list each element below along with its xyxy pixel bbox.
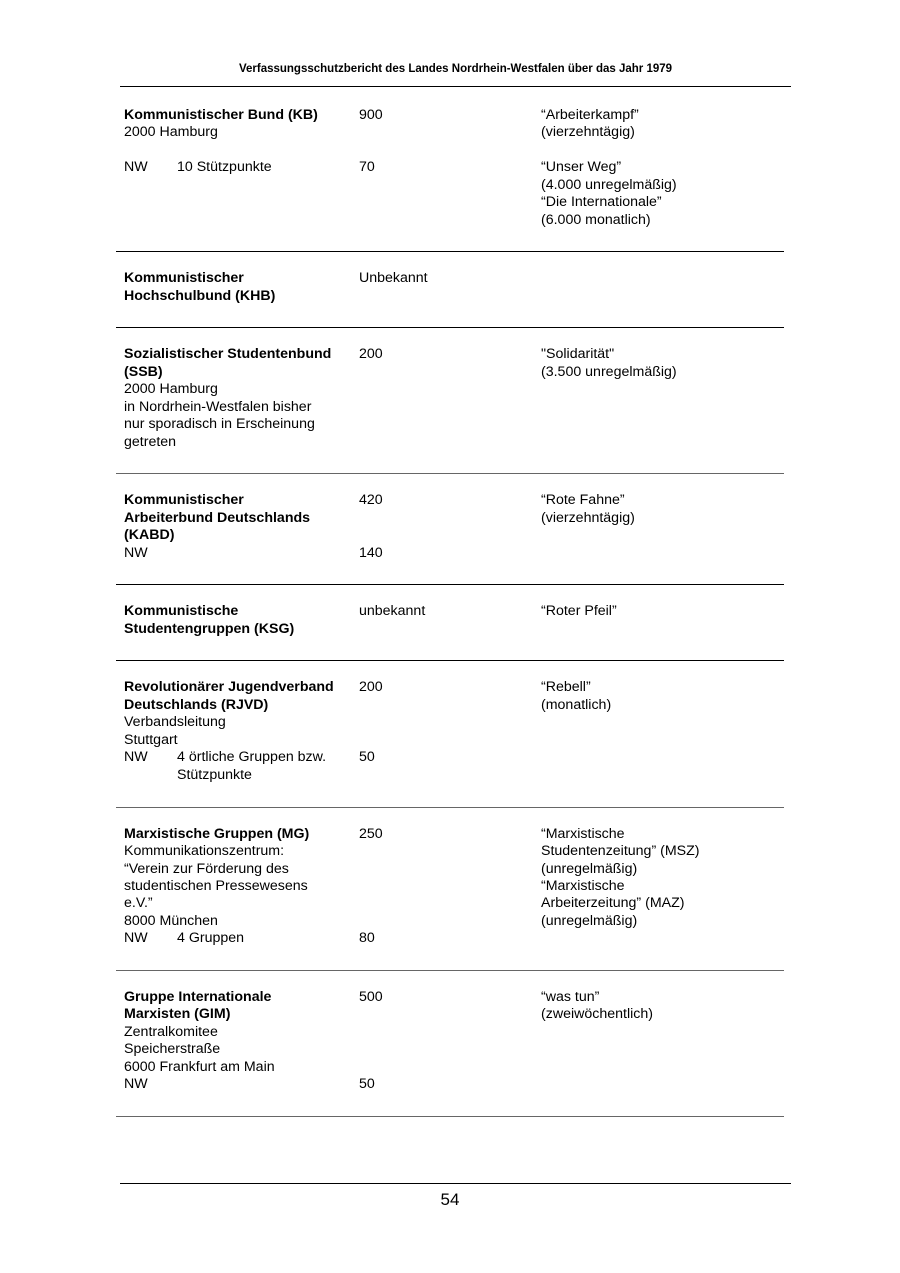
nw-label: NW	[124, 1076, 148, 1092]
publication-line: “Roter Pfeil”	[541, 603, 617, 619]
org-name: Kommunistischer Bund (KB)	[124, 107, 318, 123]
org-name-line: Revolutionärer Jugendverband	[124, 679, 334, 695]
publication-line: "Solidarität"	[541, 346, 615, 362]
org-name-line: Deutschlands (RJVD)	[124, 697, 269, 713]
header-rule	[120, 86, 791, 87]
member-count: 900	[359, 107, 383, 123]
member-count: 500	[359, 989, 383, 1005]
org-detail-line: Zentralkomitee	[124, 1024, 218, 1040]
nw-label: NW	[124, 930, 148, 946]
row-separator	[116, 473, 784, 474]
org-detail-line: Speicherstraße	[124, 1041, 221, 1057]
org-detail-line: 6000 Frankfurt am Main	[124, 1059, 275, 1075]
row-separator	[116, 584, 784, 585]
publication-line: “Arbeiterkampf”	[541, 107, 639, 123]
org-detail-line: Verbandsleitung	[124, 714, 226, 730]
org-detail-line: e.V.”	[124, 895, 153, 911]
publication-line: (monatlich)	[541, 697, 612, 713]
nw-publication-line: (4.000 unregelmäßig)	[541, 177, 677, 193]
nw-member-count: 140	[359, 545, 383, 561]
org-name-line: Marxisten (GIM)	[124, 1006, 231, 1022]
nw-publication-line: “Unser Weg”	[541, 159, 622, 175]
row-separator	[116, 807, 784, 808]
org-location: 2000 Hamburg	[124, 124, 218, 140]
publication-line: (vierzehntägig)	[541, 124, 635, 140]
org-name-line: Sozialistischer Studentenbund	[124, 346, 332, 362]
org-detail-line: 8000 München	[124, 913, 218, 929]
row-separator	[116, 970, 784, 971]
nw-member-count: 80	[359, 930, 375, 946]
nw-label: NW	[124, 749, 148, 765]
publication-line: Studentenzeitung” (MSZ)	[541, 843, 700, 859]
page-number: 54	[440, 1190, 460, 1209]
publication-line: “Marxistische	[541, 878, 625, 894]
nw-detail-line: 4 örtliche Gruppen bzw.	[177, 749, 327, 765]
publication-line: “Rote Fahne”	[541, 492, 625, 508]
nw-member-count: 50	[359, 1076, 375, 1092]
org-name-line: Kommunistische	[124, 603, 239, 619]
page-header: Verfassungsschutzbericht des Landes Nordrhein-Westfalen über das Jahr 1979	[238, 63, 673, 75]
org-name-line: Kommunistischer	[124, 492, 244, 508]
org-name-line: Studentengruppen (KSG)	[124, 621, 295, 637]
member-count: 200	[359, 679, 383, 695]
member-count: 420	[359, 492, 383, 508]
publication-line: (vierzehntägig)	[541, 510, 635, 526]
org-name-line: Gruppe Internationale	[124, 989, 272, 1005]
org-name-line: Hochschulbund (KHB)	[124, 288, 276, 304]
member-count: 250	[359, 826, 383, 842]
org-detail-line: in Nordrhein-Westfalen bisher	[124, 399, 312, 415]
publication-line: (unregelmäßig)	[541, 913, 638, 929]
nw-label: NW	[124, 545, 148, 561]
row-separator	[116, 660, 784, 661]
nw-detail-line: Stützpunkte	[177, 767, 252, 783]
nw-label: NW	[124, 159, 148, 175]
org-detail-line: 2000 Hamburg	[124, 381, 218, 397]
publication-line: “Rebell”	[541, 679, 591, 695]
row-separator	[116, 1116, 784, 1117]
publication-line: (unregelmäßig)	[541, 861, 638, 877]
publication-line: Arbeiterzeitung” (MAZ)	[541, 895, 685, 911]
nw-member-count: 50	[359, 749, 375, 765]
org-detail-line: nur sporadisch in Erscheinung	[124, 416, 315, 432]
org-detail-line: studentischen Pressewesens	[124, 878, 308, 894]
org-name: Marxistische Gruppen (MG)	[124, 826, 310, 842]
publication-line: “Marxistische	[541, 826, 625, 842]
row-separator	[116, 327, 784, 328]
org-name-line: (KABD)	[124, 527, 175, 543]
nw-member-count: 70	[359, 159, 375, 175]
nw-detail: 10 Stützpunkte	[177, 159, 272, 175]
publication-line: “was tun”	[541, 989, 600, 1005]
org-detail-line: getreten	[124, 434, 177, 450]
footer-rule	[120, 1183, 791, 1184]
member-count: 200	[359, 346, 383, 362]
nw-publication-line: “Die Internationale”	[541, 194, 662, 210]
member-count: unbekannt	[359, 603, 426, 619]
nw-detail: 4 Gruppen	[177, 930, 245, 946]
org-name-line: (SSB)	[124, 364, 163, 380]
row-separator	[116, 251, 784, 252]
org-detail-line: Kommunikationszentrum:	[124, 843, 285, 859]
org-detail-line: Stuttgart	[124, 732, 178, 748]
publication-line: (3.500 unregelmäßig)	[541, 364, 677, 380]
publication-line: (zweiwöchentlich)	[541, 1006, 653, 1022]
org-name-line: Arbeiterbund Deutschlands	[124, 510, 311, 526]
org-name-line: Kommunistischer	[124, 270, 244, 286]
member-count: Unbekannt	[359, 270, 428, 286]
org-detail-line: “Verein zur Förderung des	[124, 861, 289, 877]
nw-publication-line: (6.000 monatlich)	[541, 212, 651, 228]
